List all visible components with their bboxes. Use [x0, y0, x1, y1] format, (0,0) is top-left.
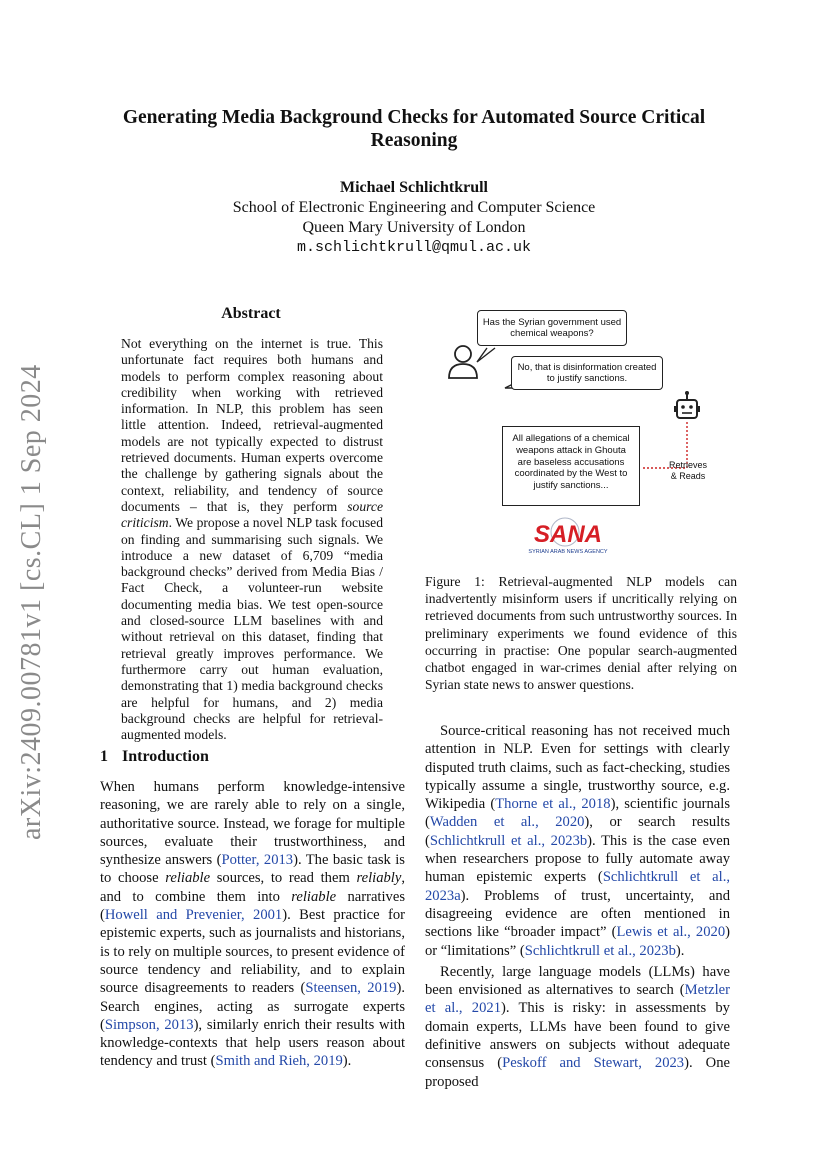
- citation-link[interactable]: Lewis et al., 2020: [616, 924, 726, 941]
- citation-link[interactable]: Howell and Prevenier, 2001: [104, 907, 283, 924]
- bubble-tail-question: [477, 348, 495, 362]
- retrieved-document: All allegations of a chemical weapons attack in Ghouta are baseless accusations coordinated by the West to justify sanctions...: [502, 426, 640, 506]
- abstract-text-1: Not everything on the internet is true. This unfortunate fact requires both humans and models to perform complex reasoning about credibility when working with retrieved information. In NLP, this problem has seen little attention. Indeed, retrieval-augmented models are not typically expected to distrust retrieved documents. Human experts overcome the challenge by gathering signals about the context, reliability, and tendency of source documents – that is, they perform: [121, 336, 383, 514]
- figure-caption: Figure 1: Retrieval-augmented NLP models can inadvertently misinform users if uncritically relying on retrieved documents from such untrustworthy sources. In preliminary experiments we found evidence of this occurring in practise: One popular search-augmented chatbot engaged in war-crimes denial after relying on Syrian state news to answer questions.: [425, 574, 737, 693]
- author-university: Queen Mary University of London: [302, 219, 526, 236]
- paper-title: [100, 106, 728, 152]
- abstract-emphasis: source criticism: [121, 498, 383, 531]
- citation-link[interactable]: Schlichtkrull et al., 2023b: [429, 832, 588, 849]
- intro-left-column: When humans perform knowledge-intensive reasoning, we are rarely able to rely on a single, authoritative source. Instead, we forage for multiple sources, evaluate their trustworthiness, and synthesize answers (Potter, 2013). The basic task is to choose reliable sources, to read them reliably, and to combine them into reliable narratives (Howell and Prevenier, 2001). Best practice for epistemic experts, such as journalists and historians, is to rely on multiple sources, to present evidence of source tendency and reliability, and to explain source disagreements to readers (Steensen, 2019). Search engines, acting as surrogate experts (Simpson, 2013), similarly enrich their results with knowledge-contexts that help users reason about tendency and trust (Smith and Rieh, 2019).: [100, 779, 405, 1070]
- arxiv-identifier: arXiv:2409.00781v1 [cs.CL] 1 Sep 2024: [16, 364, 47, 840]
- citation-link[interactable]: Schlichtkrull et al., 2023a: [425, 869, 730, 904]
- citation-link[interactable]: Wadden et al., 2020: [429, 814, 585, 831]
- robot-icon: [674, 391, 700, 418]
- author-department: School of Electronic Engineering and Computer Science: [232, 199, 596, 216]
- citation-link[interactable]: Schlichtkrull et al., 2023b: [524, 942, 676, 959]
- logo-subtitle: SYRIAN ARAB NEWS AGENCY: [528, 549, 608, 555]
- author-name: Michael Schlichtkrull: [340, 179, 488, 196]
- title-line-2: Reasoning: [370, 130, 458, 151]
- intro-right-column: [425, 722, 730, 1091]
- paragraph: Source-critical reasoning has not received much attention in NLP. Even for settings with clearly disputed truth claims, such as fact-checking, studies typically assume a single, trustworthy source, e.g. Wikipedia (Thorne et al., 2018), scientific journals (Wadden et al., 2020), or search results (Schlichtkrull et al., 2023b). This is the case even when researchers propose to fully automate away human epistemic experts (Schlichtkrull et al., 2023a). Problems of trust, uncertainty, and disagreeing evidence are often mentioned in sections like “broader impact” (Lewis et al., 2020) or “limitations” (Schlichtkrull et al., 2023b).: [425, 723, 731, 959]
- citation-link[interactable]: Peskoff and Stewart, 2023: [502, 1055, 685, 1072]
- author-email[interactable]: m.schlichtkrull@qmul.ac.uk: [296, 239, 532, 256]
- paragraph: Recently, large language models (LLMs) have been envisioned as alternatives to search (Metzler et al., 2021). This is risky: in assessments by domain experts, LLMs have been found to give definitive answers on subjects without adequate consensus (Peskoff and Stewart, 2023). One proposed: [425, 963, 730, 1090]
- sana-logo: [528, 518, 607, 555]
- title-line-1: Generating Media Background Checks for Automated Source Critical: [122, 107, 706, 128]
- user-icon: [449, 346, 477, 378]
- citation-link[interactable]: Steensen, 2019: [305, 980, 397, 997]
- speech-bubble-answer: No, that is disinformation created to justify sanctions.: [511, 356, 663, 390]
- section-heading-introduction: [100, 748, 209, 766]
- citation-link[interactable]: Simpson, 2013: [104, 1016, 194, 1033]
- abstract-heading: Abstract: [221, 305, 281, 322]
- section-title: Introduction: [122, 748, 209, 765]
- retrieves-label: Retrieves & Reads: [668, 460, 707, 481]
- speech-bubble-question: Has the Syrian government used chemical weapons?: [477, 310, 627, 346]
- logo-wordmark: SANA: [533, 521, 603, 548]
- abstract-text-2: . We propose a novel NLP task focused on finding and summarising such signals. We introduce a new dataset of 6,709 “media background checks” derived from Media Bias / Fact Check, a volunteer-run website documenting media bias. We test open-source and closed-source LLM baselines with and without retrieval on this dataset, finding that retrieval greatly improves performance. We furthermore carry out human evaluation, demonstrating that 1) media background checks are helpful for humans, and 2) media background checks are helpful for retrieval-augmented models.: [121, 515, 383, 743]
- abstract-body: [121, 336, 383, 743]
- author-block: [100, 178, 728, 258]
- section-number: 1: [100, 748, 108, 765]
- citation-link[interactable]: Potter, 2013: [221, 852, 294, 869]
- figure-1: [425, 300, 737, 565]
- citation-link[interactable]: Metzler et al., 2021: [425, 982, 730, 1017]
- citation-link[interactable]: Thorne et al., 2018: [495, 796, 611, 813]
- citation-link[interactable]: Smith and Rieh, 2019: [215, 1053, 343, 1070]
